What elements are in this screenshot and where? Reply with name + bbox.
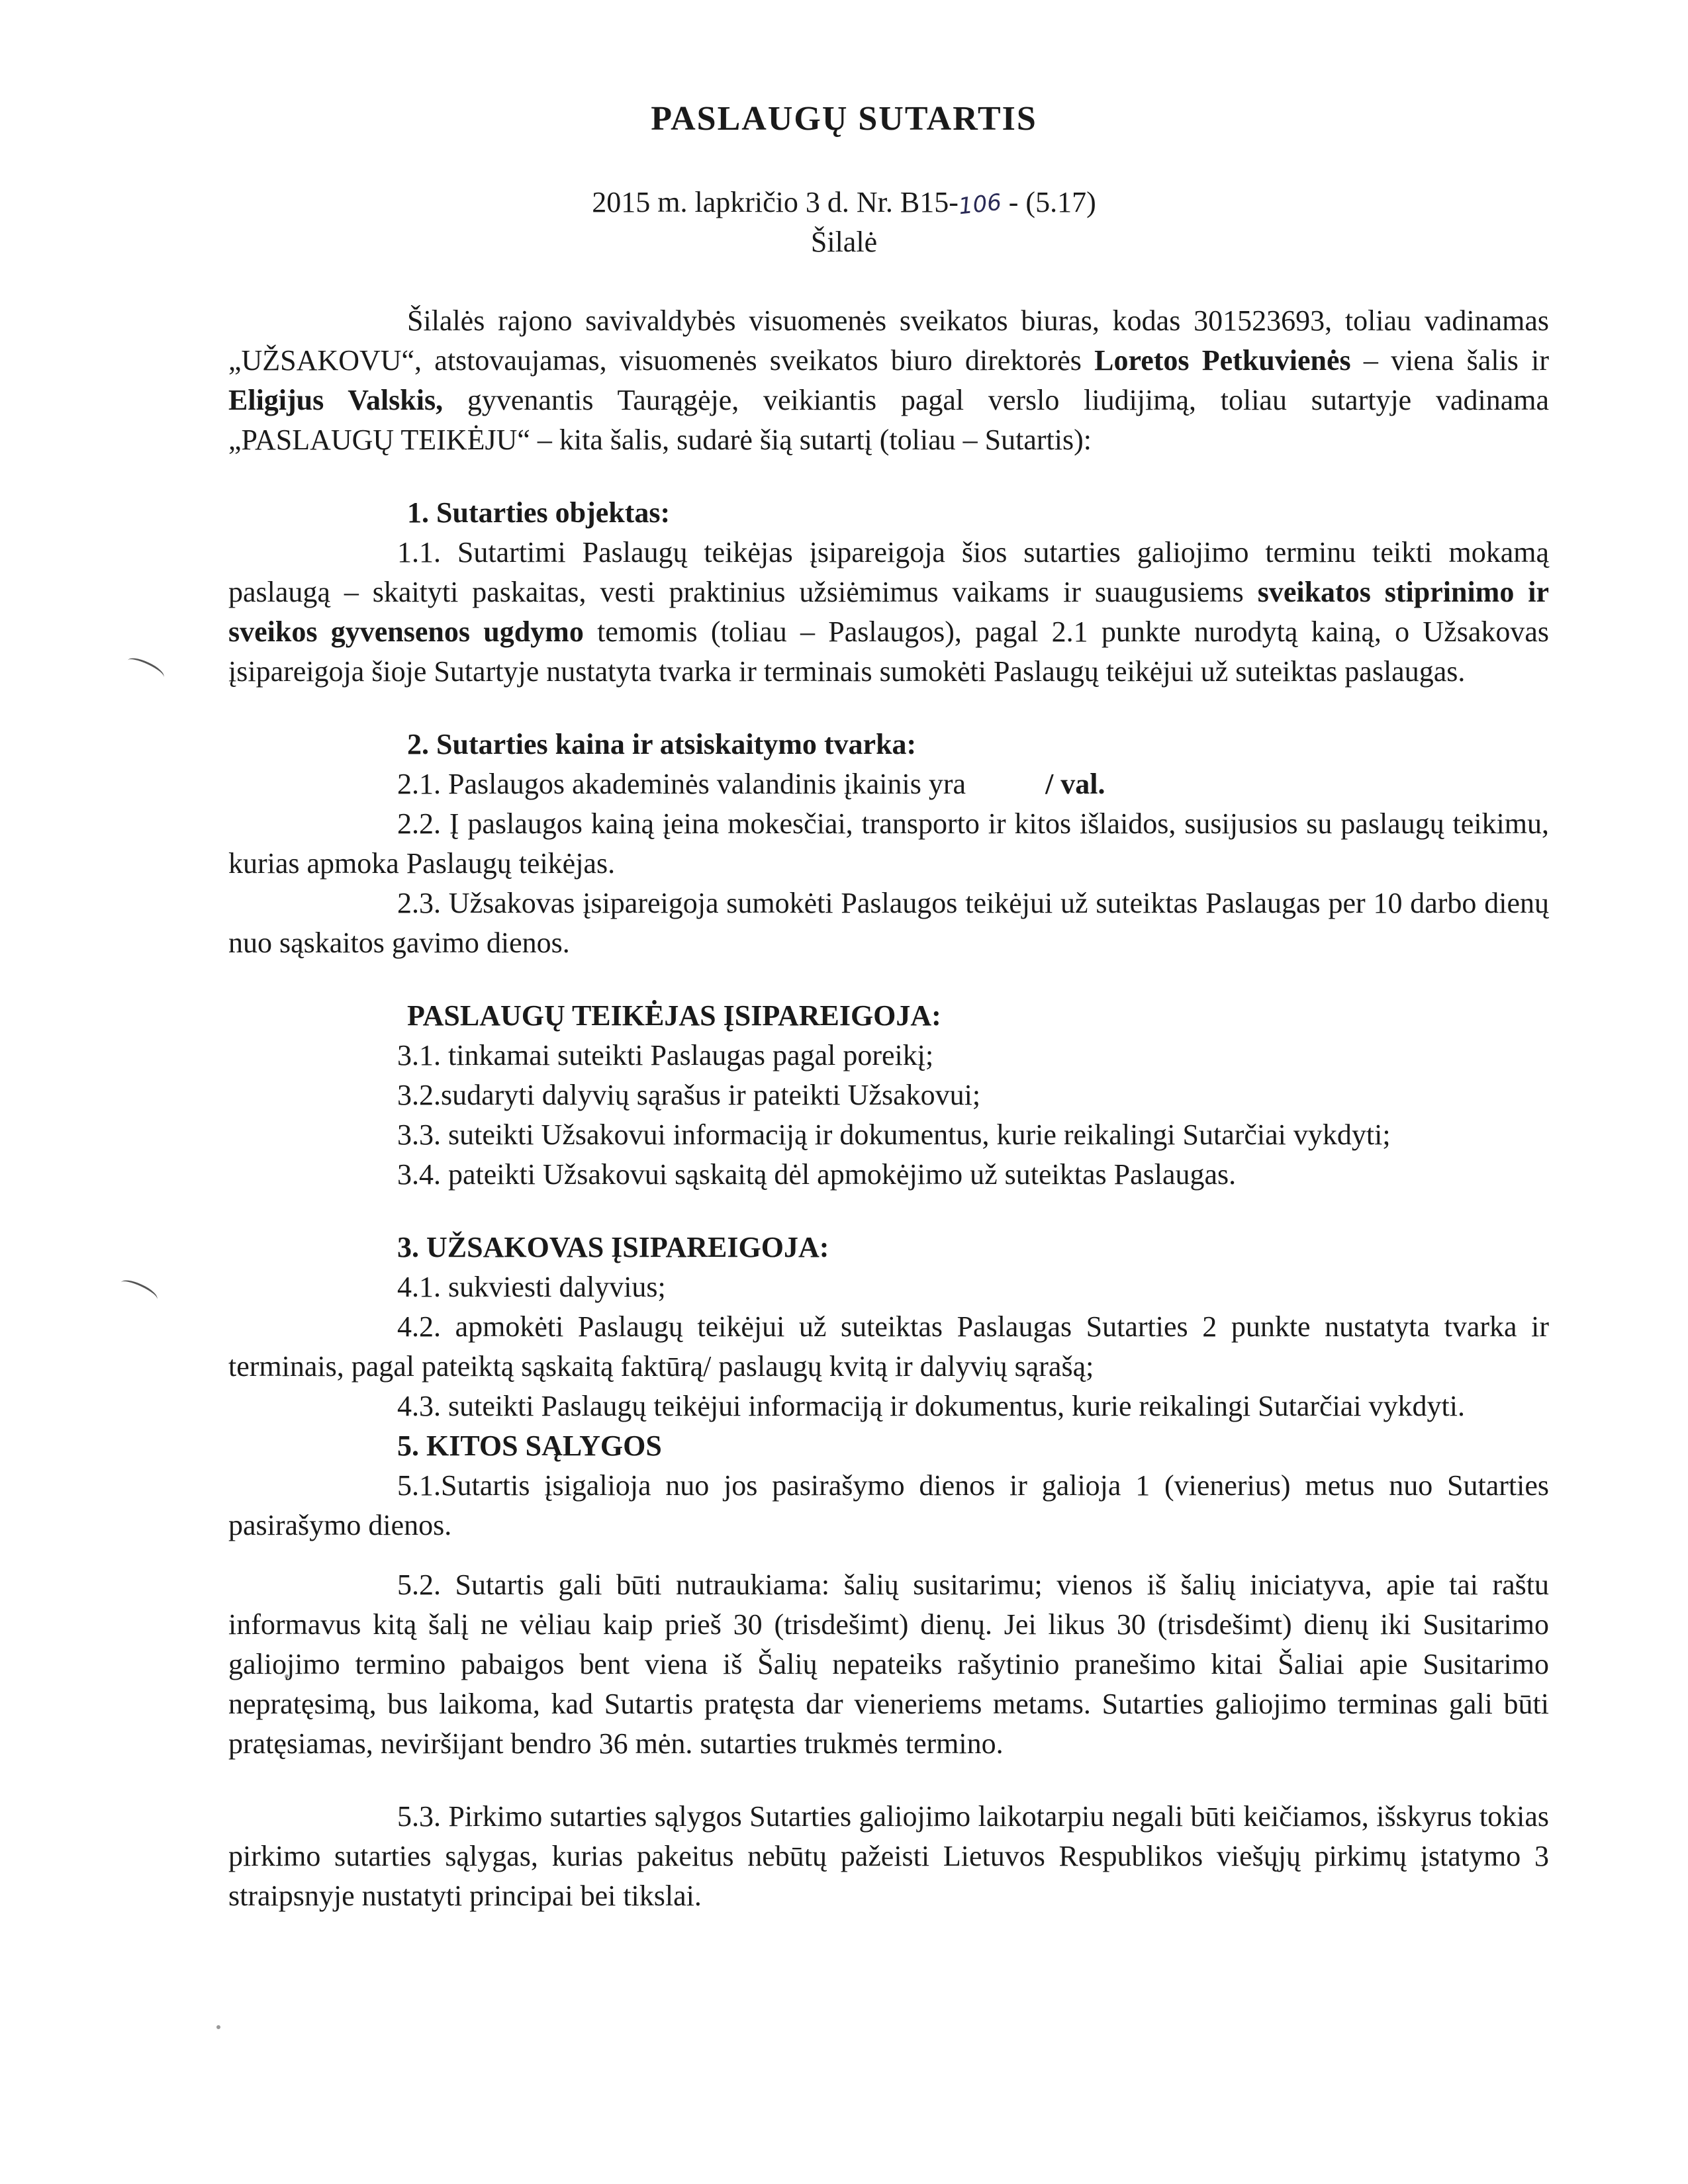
margin-mark [124,654,166,683]
margin-mark [118,1276,160,1305]
clause-4-3: 4.3. suteikti Paslaugų teikėjui informaciją ir dokumentus, kurie reikalingi Sutarčiai vykdyti. [397,1390,1466,1422]
section-1-heading: 1. Sutarties objektas: [407,496,671,529]
clause-3-2: 3.2.sudaryti dalyvių sąrašus ir pateikti Užsakovui; [397,1079,981,1111]
section-5-heading: 5. KITOS SĄLYGOS [397,1430,662,1462]
clause-5-3: 5.3. Pirkimo sutarties sąlygos Sutarties galiojimo laikotarpiu negali būti keičiamos, išskyrus tokias pirkimo sutarties sąlygas, kurias pakeitus nebūtų pažeisti Lietuvos Respublikos viešųjų pirkimų įstatymo 3 straipsnyje nustatyti principai bei tikslai. [228,1800,1549,1912]
document-title: PASLAUGŲ SUTARTIS [651,100,1037,138]
clause-2-3: 2.3. Užsakovas įsipareigoja sumokėti Paslaugos teikėjui už suteiktas Paslaugas per 10 darbo dienų nuo sąskaitos gavimo dienos. [228,887,1549,959]
provider-name: Eligijus Valskis, [228,384,444,416]
scan-dot [216,2025,220,2029]
clause-3-3: 3.3. suteikti Užsakovui informaciją ir dokumentus, kurie reikalingi Sutarčiai vykdyti; [397,1118,1391,1151]
handwritten-number: 106 [957,189,1003,220]
rate-unit: / val. [1045,768,1105,800]
section-4-heading: 3. UŽSAKOVAS ĮSIPAREIGOJA: [397,1231,829,1263]
section-2-heading: 2. Sutarties kaina ir atsiskaitymo tvarka: [407,728,917,760]
clause-3-4: 3.4. pateikti Užsakovui sąskaitą dėl apmokėjimo už suteiktas Paslaugas. [397,1158,1237,1191]
clause-4-2: 4.2. apmokėti Paslaugų teikėjui už suteiktas Paslaugas Sutarties 2 punkte nustatyta tvarka ir terminais, pagal pateiktą sąskaitą faktūrą/ paslaugų kvitą ir dalyvių sąrašą; [228,1310,1549,1383]
intro-paragraph: Šilalės rajono savivaldybės visuomenės sveikatos biuras, kodas 301523693, toliau vadinamas „UŽSAKOVU“, atstovaujamas, visuomenės sveikatos biuro direktorės Loretos Petkuvienės – viena šalis ir Eligijus Valskis, gyvenantis Taurągėje, veikiantis pagal verslo liudijimą, toliau sutartyje vadinama „PASLAUGŲ TEIKĖJU“ – kita šalis, sudarė šią sutartį (toliau – Sutartis): [228,304,1550,456]
clause-2-1: 2.1. Paslaugos akademinės valandinis įkainis yra / val. [397,768,1105,800]
date-line-prefix: 2015 m. lapkričio 3 d. Nr. B15- [592,186,959,218]
section-3-heading: PASLAUGŲ TEIKĖJAS ĮSIPAREIGOJA: [407,999,941,1032]
date-line-suffix: - (5.17) [1001,186,1096,218]
document-body [228,301,1549,1916]
clause-5-2: 5.2. Sutartis gali būti nutraukiama: šalių susitarimu; vienos iš šalių iniciatyva, apie tai raštu informavus kitą šalį ne vėliau kaip prieš 30 (trisdešimt) dienų. Jei likus 30 (trisdešimt) dienų iki Susitarimo galiojimo termino pabaigos bent viena iš Šalių nepateiks rašytinio pranešimo kitai Šaliai apie Susitarimo nepratęsimą, bus laikoma, kad Sutartis pratęsta dar vieneriems metams. Sutarties galiojimo terminas gali būti pratęsiamas, neviršijant bendro 36 mėn. sutarties trukmės termino. [228,1569,1549,1760]
place-line: Šilalė [810,226,878,258]
clause-3-1: 3.1. tinkamai suteikti Paslaugas pagal poreikį; [397,1039,934,1071]
clause-1-1: 1.1. Sutartimi Paslaugų teikėjas įsipareigoja šios sutarties galiojimo terminu teikti mokamą paslaugą – skaityti paskaitas, vesti praktinius užsiėmimus vaikams ir suaugusiems sveikatos stiprinimo ir sveikos gyvensenos ugdymo temomis (toliau – Paslaugos), pagal 2.1 punkte nurodytą kainą, o Užsakovas įsipareigoja šioje Sutartyje nustatyta tvarka ir terminais sumokėti Paslaugų teikėjui už suteiktas paslaugas. [228,536,1550,688]
date-number-line [0,185,1688,219]
director-name: Loretos Petkuvienės [1094,344,1351,377]
clause-4-1: 4.1. sukviesti dalyvius; [397,1271,666,1303]
clause-5-1: 5.1.Sutartis įsigalioja nuo jos pasirašymo dienos ir galioja 1 (vienerius) metus nuo Sutarties pasirašymo dienos. [228,1469,1549,1541]
clause-2-2: 2.2. Į paslaugos kainą įeina mokesčiai, transporto ir kitos išlaidos, susijusios su paslaugų teikimu, kurias apmoka Paslaugų teikėjas. [228,807,1549,880]
